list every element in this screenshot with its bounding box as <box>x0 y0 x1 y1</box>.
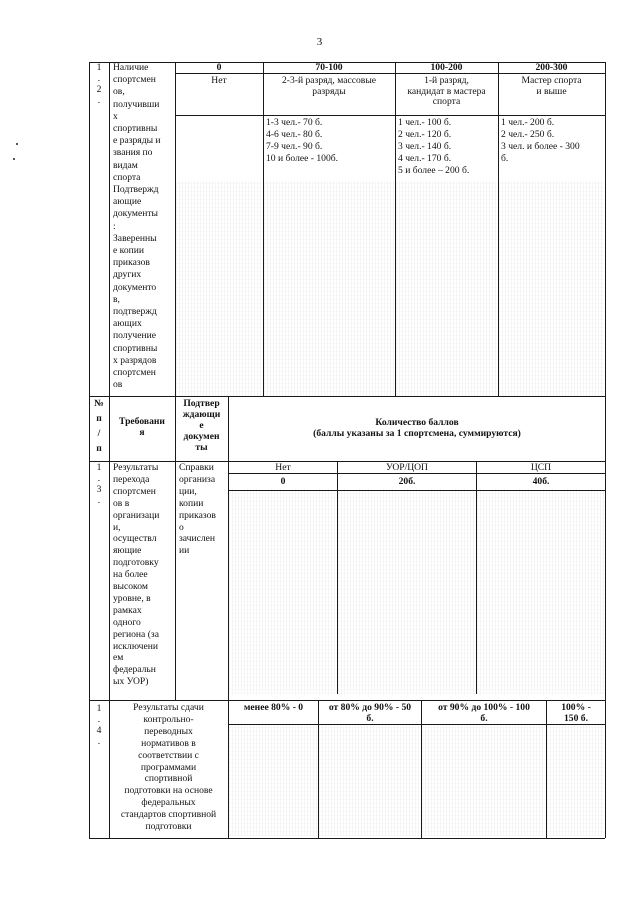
scan-shading <box>229 490 336 694</box>
requirement-text: других <box>113 269 142 281</box>
column-header-number: / <box>97 428 101 439</box>
scan-shading <box>319 724 420 836</box>
requirement-text: перехода <box>113 473 150 485</box>
column-header-points: Количество баллов <box>375 417 459 428</box>
requirement-text: федеральных <box>141 797 196 809</box>
requirement-text: получение <box>113 330 156 342</box>
scan-shading <box>422 724 545 836</box>
transfer-label: ЦСП <box>530 462 552 473</box>
transfer-score: 0 <box>280 476 286 487</box>
score-text: 4 чел.- 170 б. <box>398 153 452 164</box>
scan-shading <box>338 490 475 694</box>
requirement-text: ов в <box>113 497 130 509</box>
row-number: 1 <box>96 703 102 714</box>
requirement-text: высоком <box>113 581 148 592</box>
requirement-text: спортивны <box>113 342 158 354</box>
requirement-text: спортсмен <box>113 74 156 86</box>
document-text: о <box>179 521 184 533</box>
score-text: 2 чел.- 250 б. <box>501 129 555 140</box>
requirement-text: яющие <box>113 545 142 557</box>
document-text: ии <box>179 545 190 557</box>
table-rule <box>228 700 229 838</box>
column-header-number: № <box>94 398 104 409</box>
scan-speck <box>16 143 18 145</box>
requirement-text: стандартов спортивной <box>120 809 217 821</box>
transfer-label: Нет <box>275 462 291 473</box>
scan-shading <box>264 181 394 396</box>
table-rule <box>109 62 110 396</box>
requirement-text: приказов <box>113 257 150 269</box>
sport-level-text: разряды <box>312 85 346 97</box>
column-header-requirement: я <box>139 426 145 438</box>
requirement-text: подготовки <box>145 821 192 832</box>
requirement-text: спортсмен <box>113 367 156 378</box>
table-rule <box>498 62 499 396</box>
requirement-text: уровне, в <box>113 592 151 604</box>
score-text: 10 и более - 100б. <box>266 153 339 164</box>
table-rule <box>228 461 229 700</box>
transfer-score: 40б. <box>532 476 550 487</box>
column-header-documents: е <box>199 420 204 431</box>
requirement-text: ов, <box>113 86 125 98</box>
requirement-text: документы <box>113 208 158 220</box>
requirement-text: : <box>113 220 116 232</box>
requirement-text: видам <box>113 159 138 171</box>
scan-speck <box>13 158 15 160</box>
scan-shading <box>229 724 317 836</box>
score-text: 3 чел.- 140 б. <box>398 141 452 152</box>
score-text: 2 чел.- 120 б. <box>398 129 452 140</box>
column-header-requirement: Требовани <box>119 416 165 427</box>
norm-range: менее 80% - 0 <box>243 702 304 713</box>
requirement-text: подготовки на основе <box>124 785 213 797</box>
norm-range: б. <box>366 712 374 724</box>
requirement-text: организаци <box>113 509 160 521</box>
requirement-text: в, <box>113 293 120 305</box>
table-rule <box>228 490 605 491</box>
scan-shading <box>499 181 604 396</box>
requirement-text: программами <box>140 761 197 773</box>
sport-level-text: Нет <box>211 75 227 86</box>
norm-range: б. <box>480 712 488 724</box>
table-rule <box>175 62 176 396</box>
requirement-text: осуществл <box>113 533 157 545</box>
requirement-text: Результаты <box>113 462 159 473</box>
row-number: 4 <box>96 725 102 736</box>
requirement-text: на более <box>113 569 148 581</box>
score-text: б. <box>501 153 509 164</box>
transfer-label: УОР/ЦОП <box>386 462 428 473</box>
requirement-text: исключени <box>113 640 158 652</box>
score-text: 1-3 чел.- 70 б. <box>266 117 323 128</box>
sport-level-text: 2-3-й разряд, массовые <box>281 75 377 86</box>
document-text: копии <box>179 497 204 509</box>
score-range-header: 70-100 <box>315 62 343 73</box>
scan-shading <box>547 724 604 836</box>
requirement-text: нормативов в <box>141 737 196 749</box>
norm-range: от 90% до 100% - 100 <box>438 702 530 713</box>
requirement-text: ающих <box>113 318 142 330</box>
requirement-text: ых УОР) <box>113 676 149 688</box>
score-text: 5 и более – 200 б. <box>398 165 470 176</box>
requirement-text: спорта <box>113 171 141 183</box>
norm-range: 150 б. <box>564 712 588 724</box>
requirement-text: рамках <box>113 604 142 616</box>
requirement-text: подтвержд <box>113 306 157 317</box>
scan-shading <box>396 181 497 396</box>
sport-level-text: и выше <box>536 85 567 97</box>
column-header-number: п <box>96 413 102 424</box>
page-number: 3 <box>316 36 323 48</box>
requirement-text: х <box>113 110 118 122</box>
column-header-points: (баллы указаны за 1 спортсмена, суммируются) <box>313 428 521 439</box>
row-number: . <box>97 714 101 725</box>
sport-level-text: спорта <box>432 96 461 108</box>
table-rule <box>109 461 110 700</box>
document-text: организа <box>179 473 216 485</box>
sport-level-text: 1-й разряд, <box>424 75 469 86</box>
requirement-text: Заверенны <box>113 232 157 244</box>
score-text: 7-9 чел.- 90 б. <box>266 141 323 152</box>
scan-shading <box>477 490 604 694</box>
document-text: зачислен <box>179 533 216 545</box>
transfer-score: 20б. <box>398 476 416 487</box>
row-number: . <box>97 473 101 484</box>
requirement-text: Результаты сдачи <box>133 702 204 713</box>
score-text: 1 чел.- 200 б. <box>501 117 555 128</box>
requirement-text: соответствии с <box>138 749 199 761</box>
score-text: 4-6 чел.- 80 б. <box>266 129 323 140</box>
row-number: . <box>97 736 101 747</box>
table-rule <box>89 396 605 397</box>
score-text: 1 чел.- 100 б. <box>398 117 452 128</box>
requirement-text: х разрядов <box>113 354 157 366</box>
column-header-documents: докумен <box>183 431 220 442</box>
table-rule <box>89 700 605 701</box>
requirement-text: е копии <box>113 245 145 256</box>
requirement-text: Подтвержд <box>113 184 159 195</box>
row-number: . <box>97 95 101 106</box>
score-range-header: 200-300 <box>535 62 568 73</box>
norm-range: 100% - <box>561 702 591 713</box>
requirement-text: контрольно- <box>143 713 194 725</box>
requirement-text: одного <box>113 616 141 628</box>
table-rule <box>89 461 605 462</box>
column-header-documents: Подтвер <box>183 398 220 409</box>
table-rule <box>263 62 264 396</box>
sport-level-text: кандидат в мастера <box>407 85 486 97</box>
row-number: . <box>97 73 101 84</box>
row-number: 1 <box>96 462 102 473</box>
table-rule <box>337 490 338 694</box>
score-range-header: 100-200 <box>430 62 463 73</box>
document-text: ции, <box>179 485 197 497</box>
requirement-text: ем <box>113 652 124 664</box>
column-header-documents: ждающи <box>182 409 221 420</box>
requirement-text: спортивны <box>113 123 158 134</box>
requirement-text: ов <box>113 379 123 391</box>
table-rule <box>175 461 176 700</box>
requirement-text: е разряды и <box>113 135 161 147</box>
requirement-text: и, <box>113 521 121 533</box>
table-rule <box>175 115 605 116</box>
document-text: приказов <box>179 509 216 521</box>
requirement-text: получивши <box>113 98 160 110</box>
requirement-text: спортсмен <box>113 485 156 497</box>
row-number: 3 <box>96 484 102 495</box>
requirement-text: переводных <box>144 725 193 737</box>
sport-level-text: Мастер спорта <box>521 75 582 86</box>
table-border-bottom <box>89 838 605 839</box>
table-rule <box>476 490 477 694</box>
requirement-text: документо <box>113 281 157 293</box>
row-number: . <box>97 495 101 506</box>
document-text: Справки <box>179 462 214 473</box>
column-header-documents: ты <box>195 442 208 453</box>
row-number: 2 <box>96 84 102 95</box>
requirement-text: Наличие <box>113 62 149 73</box>
requirement-text: федеральн <box>113 664 156 676</box>
requirement-text: региона (за <box>113 628 159 640</box>
requirement-text: спортивной <box>144 773 193 785</box>
row-number: 1 <box>96 62 102 73</box>
column-header-number: п <box>96 443 102 454</box>
score-text: 3 чел. и более - 300 <box>501 141 580 152</box>
norm-range: от 80% до 90% - 50 <box>328 702 412 713</box>
requirement-text: подготовку <box>113 557 159 569</box>
table-border-right <box>605 62 606 838</box>
table-rule <box>395 62 396 396</box>
score-range-header: 0 <box>216 62 222 73</box>
requirement-text: звания по <box>113 147 153 159</box>
scan-shading <box>176 181 262 396</box>
requirement-text: ающие <box>113 196 142 208</box>
